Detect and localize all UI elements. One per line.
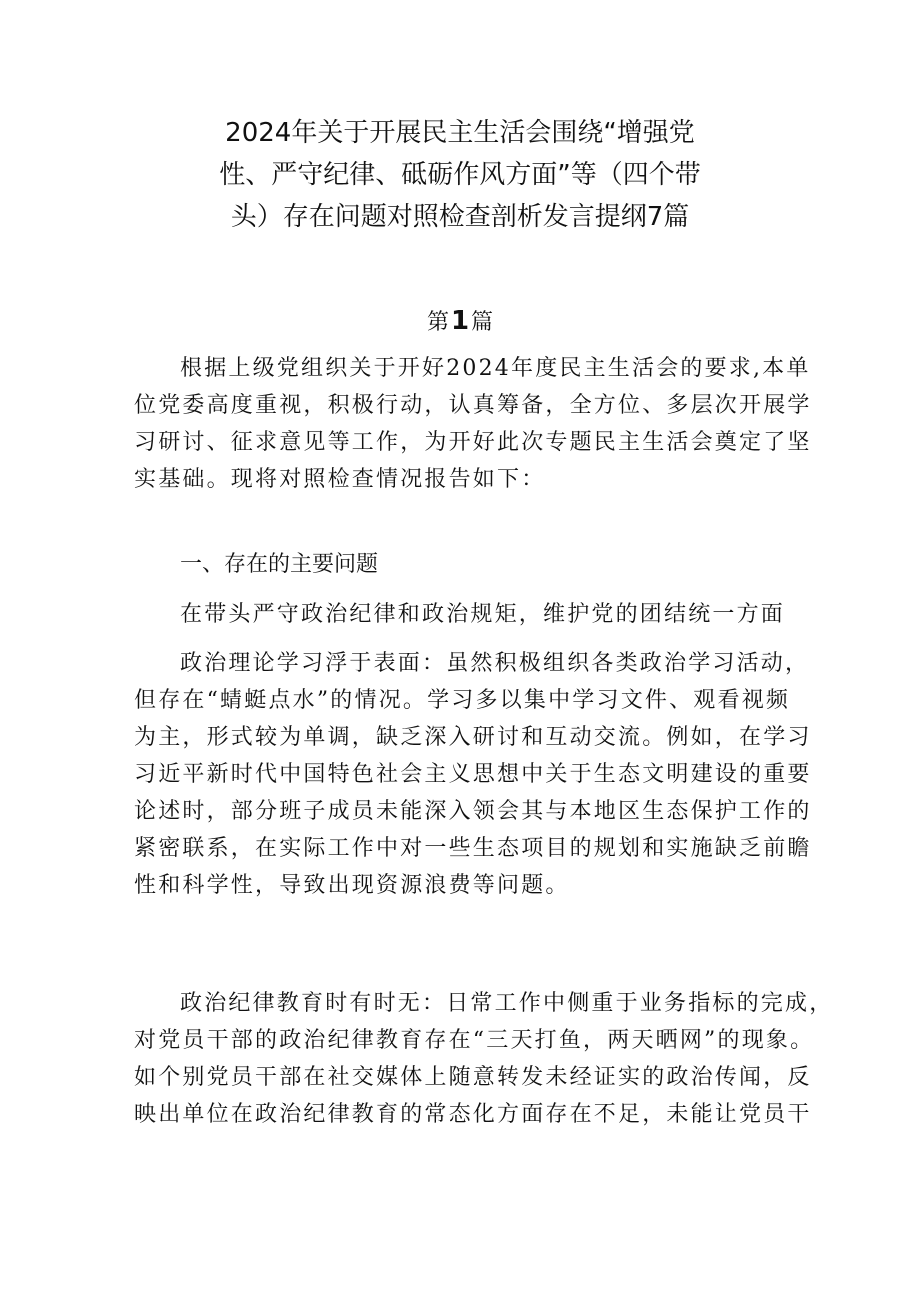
text-line: 如个别党员干部在社交媒体上随意转发未经证实的政治传闻，反 bbox=[134, 1065, 812, 1090]
title-line: 性、严守纪律、砥砺作风方面”等（四个带 bbox=[219, 160, 701, 190]
text-line: 实基础。现将对照检查情况报告如下： bbox=[134, 467, 546, 492]
text-line: 性和科学性，导致出现资源浪费等问题。 bbox=[134, 873, 570, 898]
text-line: 政治纪律教育时有时无：日常工作中侧重于业务指标的完成， bbox=[180, 991, 834, 1016]
document-title bbox=[200, 112, 720, 238]
paragraph-political-theory bbox=[134, 645, 812, 904]
text-line: 根据上级党组织关于开好2024年度民主生活会的要求,本单 bbox=[180, 356, 811, 381]
text-line: 论述时，部分班子成员未能深入领会其与本地区生态保护工作的 bbox=[134, 799, 812, 824]
text-line: 对党员干部的政治纪律教育存在“三天打鱼，两天晒网”的现象。 bbox=[134, 1028, 815, 1053]
subheading: 在带头严守政治纪律和政治规矩，维护党的团结统一方面 bbox=[180, 602, 786, 627]
text-line: 为主，形式较为单调，缺乏深入研讨和互动交流。例如，在学习 bbox=[134, 725, 812, 750]
chapter-number: 1 bbox=[450, 306, 470, 336]
text-line: 习近平新时代中国特色社会主义思想中关于生态文明建设的重要 bbox=[134, 762, 812, 787]
text-line: 映出单位在政治纪律教育的常态化方面存在不足，未能让党员干 bbox=[134, 1102, 812, 1127]
chapter-heading bbox=[0, 303, 920, 341]
text-line: 位党委高度重视，积极行动，认真筹备，全方位、多层次开展学 bbox=[134, 393, 812, 418]
title-line: 2024年关于开展民主生活会围绕“增强党 bbox=[225, 118, 695, 148]
text-line: 政治理论学习浮于表面：虽然积极组织各类政治学习活动， bbox=[180, 651, 810, 676]
text-line: 但存在“蜻蜓点水”的情况。学习多以集中学习文件、观看视频 bbox=[134, 688, 791, 713]
title-line: 头）存在问题对照检查剖析发言提纲7篇 bbox=[230, 202, 690, 232]
chapter-prefix: 第 bbox=[426, 310, 449, 335]
subheading-paragraph bbox=[134, 596, 794, 633]
intro-paragraph bbox=[134, 350, 812, 498]
section-heading: 一、存在的主要问题 bbox=[180, 552, 379, 577]
text-line: 紧密联系，在实际工作中对一些生态项目的规划和实施缺乏前瞻 bbox=[134, 836, 812, 861]
text-line: 习研讨、征求意见等工作，为开好此次专题民主生活会奠定了坚 bbox=[134, 430, 812, 455]
chapter-suffix: 篇 bbox=[471, 310, 494, 335]
paragraph-political-discipline bbox=[134, 985, 834, 1133]
